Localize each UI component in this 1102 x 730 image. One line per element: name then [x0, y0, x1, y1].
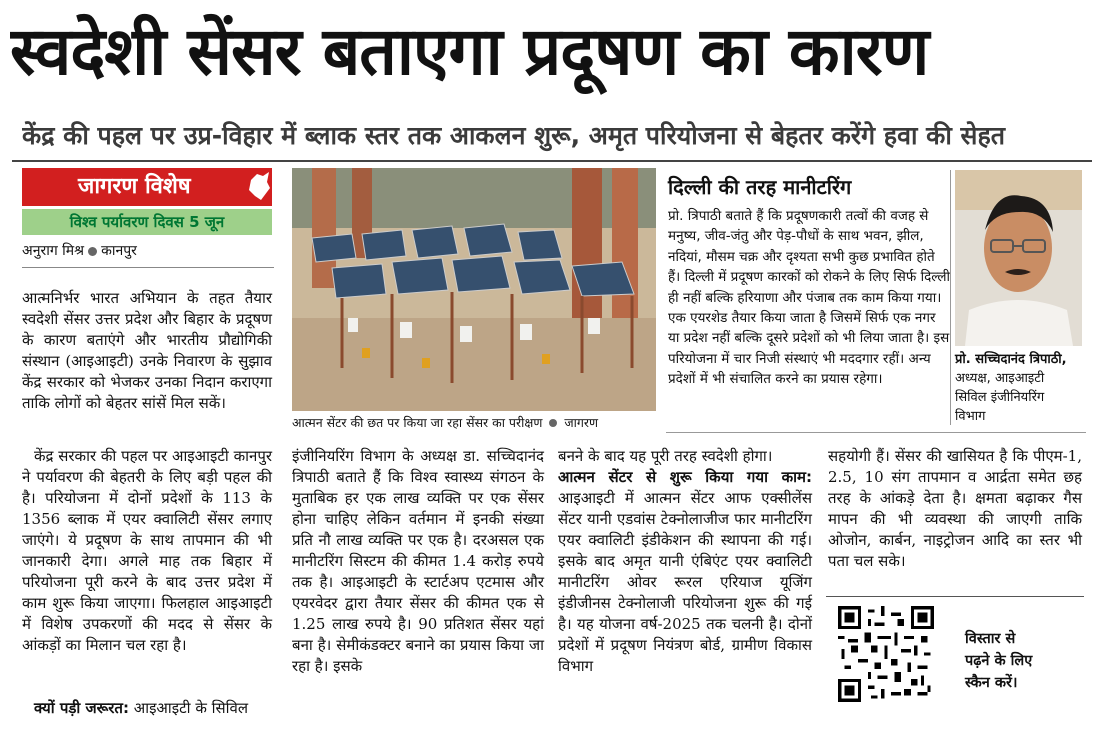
photo-caption [292, 414, 656, 432]
byline-author: अनुराग मिश्र [22, 243, 85, 259]
portrait-role-3: विभाग [955, 409, 986, 424]
sidebar-text: प्रो. त्रिपाठी बताते हैं कि प्रदूषणकारी तत्वों की वजह से मनुष्य, जीव-जंतु और पेड़-पौधों के साथ भवन, झील, नदियां, मौसम चक्र और दृश्यता सभी कुछ प्रभावित होते हैं। दिल्ली में प्रदूषण कारकों को रोकने के लिए सिर्फ दिल्ली ही नहीं बल्कि हरियाणा और पंजाब तक काम किया गया। एक एयरशेड तैयार किया जाता है जिसमें सिर्फ एक नगर या प्रदेश नहीं बल्कि दूसरे प्रदेशों को भी लिया जाता है। इस परियोजना में चार निजी संस्थाएं भी मददगार रहीं। अन्य प्रदेशों में भी संचालित करने का प्रयास रहेगा। [668, 208, 950, 388]
header-rule [12, 160, 1092, 162]
column-1-intro: आत्मनिर्भर भारत अभियान के तहत तैयार स्वदेशी सेंसर उत्तर प्रदेश और बिहार के प्रदूषण के कारण बताएंगे और भारतीय प्रौद्योगिकी संस्थान (आइआइटी) उनके निवारण के सुझाव केंद्र सरकार को भेजकर उनका निदान कराएगा ताकि लोगों को बेहतर सांसें मिल सकें। [22, 289, 272, 412]
up-map-icon [247, 170, 271, 202]
column-2-body: इंजीनियरिंग विभाग के अध्यक्ष डा. सच्चिदानंद त्रिपाठी बताते हैं कि विश्व स्वास्थ्य संगठन के मुताबिक हर एक लाख व्यक्ति पर एक सेंसर होना चाहिए लेकिन वर्तमान में इनकी संख्या प्रति नौ लाख व्यक्ति पर एक है। दरअसल एक मानीटरिंग सिस्टम की कीमत 1.4 करोड़ रुपये तक है। आइआइटी के स्टार्टअप एटमास और एयरवेदर द्वारा तैयार सेंसर की कीमत एक से 1.25 लाख रुपये है। 90 प्रतिशत सेंसर यहां बना है। सेमीकंडक्टर बनाने का प्रयास किया जा रहा है। इसके [292, 447, 544, 675]
portrait-caption [955, 350, 1085, 426]
atman-lead: आत्मन सेंटर से शुरू किया गया काम: [558, 468, 812, 486]
column-4-body: सहयोगी हैं। सेंसर की खासियत है कि पीएम-1, 2.5, 10 संग तापमान व आर्द्रता समेत छह तरह के आंकड़े देता है। क्षमता बढ़ाकर गैस मापन की भी व्यवस्था की जाएगी ताकि ओजोन, कार्बन, नाइट्रोजन आदि का स्तर भी पता चल सके। [828, 447, 1082, 570]
column-3-body [558, 446, 812, 677]
portrait-photo [955, 170, 1082, 346]
byline-place: कानपुर [101, 243, 137, 259]
column-1-body: केंद्र सरकार की पहल पर आइआइटी कानपुर ने पर्यावरण की बेहतरी के लिए बड़ी पहल की है। परियोजना में दोनों प्रदेशों के 113 के 1356 ब्लाक में एयर क्वालिटी सेंसर लगाए जाएंगे। ये प्रदूषण के साथ तापमान की भी जानकारी देगा। अगले माह तक बिहार में परियोजना पूरी करने के बाद उत्तर प्रदेश में काम शुरू किया जाएगा। फिलहाल आइआइटी में विशेष उपकरणों की मदद से सेंसर के आंकड़ों का मिलान चल रहा है। [22, 447, 272, 654]
caption-text: आत्मन सेंटर की छत पर किया जा रहा सेंसर का परीक्षण [292, 415, 543, 430]
subheadline: केंद्र की पहल पर उप्र-विहार में ब्लाक स्तर तक आकलन शुरू, अमृत परियोजना से बेहतर करेंगे हवा की सेहत [22, 121, 1005, 150]
caption-credit: जागरण [564, 415, 599, 430]
bullet-icon [549, 419, 557, 427]
sensor-rooftop-photo [292, 168, 656, 411]
column-3-opening: बनने के बाद यह पूरी तरह स्वदेशी होगा। [558, 447, 773, 465]
qr-separator [826, 596, 1084, 597]
portrait-name: प्रो. सच्चिदानंद त्रिपाठी, [955, 352, 1067, 367]
portrait-role-2: सिविल इंजीनियरिंग [955, 390, 1045, 405]
banner-subtitle: विश्व पर्यावरण दिवस 5 जून [22, 209, 272, 235]
sidebar-bottom-rule [666, 432, 1086, 433]
qr-instruction [965, 628, 1075, 694]
why-lead: क्यों पड़ी जरूरत: [34, 699, 129, 717]
qr-line-2: पढ़ने के लिए [965, 653, 1033, 669]
qr-line-1: विस्तार से [965, 631, 1016, 647]
sidebar-divider [950, 170, 951, 425]
byline-rule [22, 267, 274, 268]
why-text: आइआइटी के सिविल [128, 699, 249, 717]
byline [22, 241, 272, 261]
qr-line-3: स्कैन करें। [965, 675, 1018, 691]
portrait-role-1: अध्यक्ष, आइआइटी [955, 371, 1045, 386]
headline: स्वदेशी सेंसर बताएगा प्रदूषण का कारण [10, 13, 929, 90]
atman-text: आइआइटी में आत्मन सेंटर आफ एक्सीलेंस सेंटर यानी एडवांस टेक्नोलाजीज फार मानीटरिंग एयर क्वालिटी इंडीकेशन की स्थापना की गई। इसके बाद अमृत यानी एंबिएंट एयर क्वालिटी मानीटरिंग ओवर रूरल एरियाज यूजिंग इंडीजीनस टेक्नोलाजी परियोजना शुरू की गई है। यह योजना वर्ष-2025 तक चलनी है। दोनों प्रदेशों में प्रदूषण नियंत्रण बोर्ड, ग्रामीण विकास विभाग [558, 489, 812, 675]
column-1-why [22, 698, 282, 719]
sidebar-heading: दिल्ली की तरह मानीटरिंग [668, 175, 852, 199]
banner-title: जागरण विशेष [78, 174, 191, 199]
bullet-icon [88, 247, 97, 256]
qr-code-icon[interactable] [838, 606, 934, 702]
